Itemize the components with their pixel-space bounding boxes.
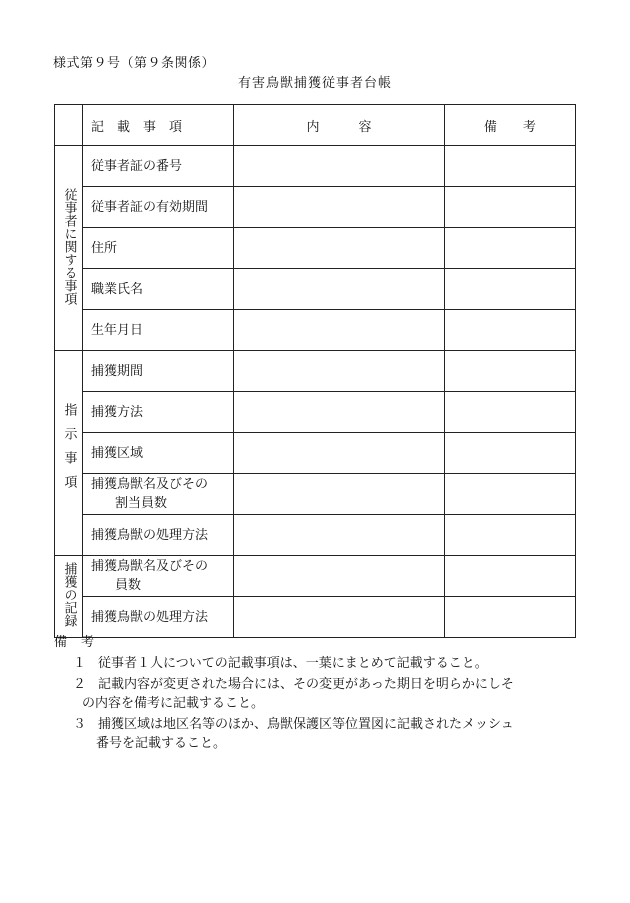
note-text: 従事者１人についての記載事項は、一葉にまとめて記載すること。 xyxy=(98,656,488,671)
item-label: 生年月日 xyxy=(83,310,234,351)
content-cell[interactable] xyxy=(234,310,444,351)
table-row xyxy=(55,351,576,392)
group-label-instructions xyxy=(55,351,83,556)
table-row xyxy=(55,474,576,515)
content-cell[interactable] xyxy=(234,187,444,228)
remarks-cell[interactable] xyxy=(444,269,575,310)
table-row xyxy=(55,310,576,351)
table-row xyxy=(55,433,576,474)
remarks-cell[interactable] xyxy=(444,187,575,228)
item-label-line1: 捕獲鳥獣名及びその xyxy=(91,477,209,492)
note-item xyxy=(54,675,574,713)
note-text-line2: 番号を記載すること。 xyxy=(96,736,227,751)
group-label-record xyxy=(55,556,83,638)
table-row xyxy=(55,597,576,638)
table-row xyxy=(55,556,576,597)
content-cell[interactable] xyxy=(234,228,444,269)
notes-title: 備考 xyxy=(54,635,109,650)
note-number: ３ xyxy=(72,717,86,732)
content-cell[interactable] xyxy=(234,269,444,310)
note-item xyxy=(54,654,574,673)
item-label: 従事者証の有効期間 xyxy=(83,187,234,228)
remarks-cell[interactable] xyxy=(444,556,575,597)
note-item xyxy=(54,715,574,753)
table-row xyxy=(55,269,576,310)
note-text-line1: 捕獲区域は地区名等のほか、鳥獣保護区等位置図に記載されたメッシュ xyxy=(98,717,514,732)
remarks-cell[interactable] xyxy=(444,597,575,638)
item-label: 捕獲期間 xyxy=(83,351,234,392)
content-cell[interactable] xyxy=(234,474,444,515)
header-blank-cell xyxy=(55,105,83,146)
group-label-text: 従事者に関する事項 xyxy=(61,187,77,305)
content-cell[interactable] xyxy=(234,392,444,433)
note-number: １ xyxy=(72,656,86,671)
item-label: 従事者証の番号 xyxy=(83,146,234,187)
header-content: 内 容 xyxy=(234,105,444,146)
item-label xyxy=(83,556,234,597)
document-title: 有害鳥獣捕獲従事者台帳 xyxy=(237,76,392,91)
remarks-cell[interactable] xyxy=(444,474,575,515)
content-cell[interactable] xyxy=(234,515,444,556)
item-label-line2: 員数 xyxy=(115,578,142,593)
item-label: 住所 xyxy=(83,228,234,269)
item-label xyxy=(83,474,234,515)
item-label-line2: 割当員数 xyxy=(115,496,168,511)
notes-section xyxy=(54,634,574,753)
remarks-cell[interactable] xyxy=(444,351,575,392)
table-row xyxy=(55,392,576,433)
table-row xyxy=(55,146,576,187)
note-number: ２ xyxy=(72,677,86,692)
item-label: 捕獲鳥獣の処理方法 xyxy=(83,515,234,556)
table-row xyxy=(55,187,576,228)
note-text xyxy=(98,715,574,753)
remarks-cell[interactable] xyxy=(444,228,575,269)
remarks-cell[interactable] xyxy=(444,310,575,351)
table-row xyxy=(55,515,576,556)
item-label: 捕獲方法 xyxy=(83,392,234,433)
content-cell[interactable] xyxy=(234,597,444,638)
remarks-cell[interactable] xyxy=(444,392,575,433)
item-label: 捕獲鳥獣の処理方法 xyxy=(83,597,234,638)
table-header-row xyxy=(55,105,576,146)
form-number: 様式第９号（第９条関係） xyxy=(53,56,216,71)
group-label-text: 捕獲の記録 xyxy=(61,562,77,627)
item-label: 職業氏名 xyxy=(83,269,234,310)
content-cell[interactable] xyxy=(234,351,444,392)
group-label-text: 指示事項 xyxy=(61,403,77,499)
group-label-worker xyxy=(55,146,83,351)
remarks-cell[interactable] xyxy=(444,515,575,556)
item-label: 捕獲区域 xyxy=(83,433,234,474)
content-cell[interactable] xyxy=(234,146,444,187)
item-label-line1: 捕獲鳥獣名及びその xyxy=(91,559,209,574)
note-text-line2: の内容を備考に記載すること。 xyxy=(82,696,265,711)
content-cell[interactable] xyxy=(234,556,444,597)
note-text-line1: 記載内容が変更された場合には、その変更があった期日を明らかにしそ xyxy=(98,677,514,692)
table-row xyxy=(55,228,576,269)
content-cell[interactable] xyxy=(234,433,444,474)
remarks-cell[interactable] xyxy=(444,146,575,187)
note-text xyxy=(82,675,574,713)
remarks-cell[interactable] xyxy=(444,433,575,474)
header-remarks: 備 考 xyxy=(444,105,575,146)
register-table xyxy=(54,104,576,638)
header-item: 記 載 事 項 xyxy=(83,105,234,146)
